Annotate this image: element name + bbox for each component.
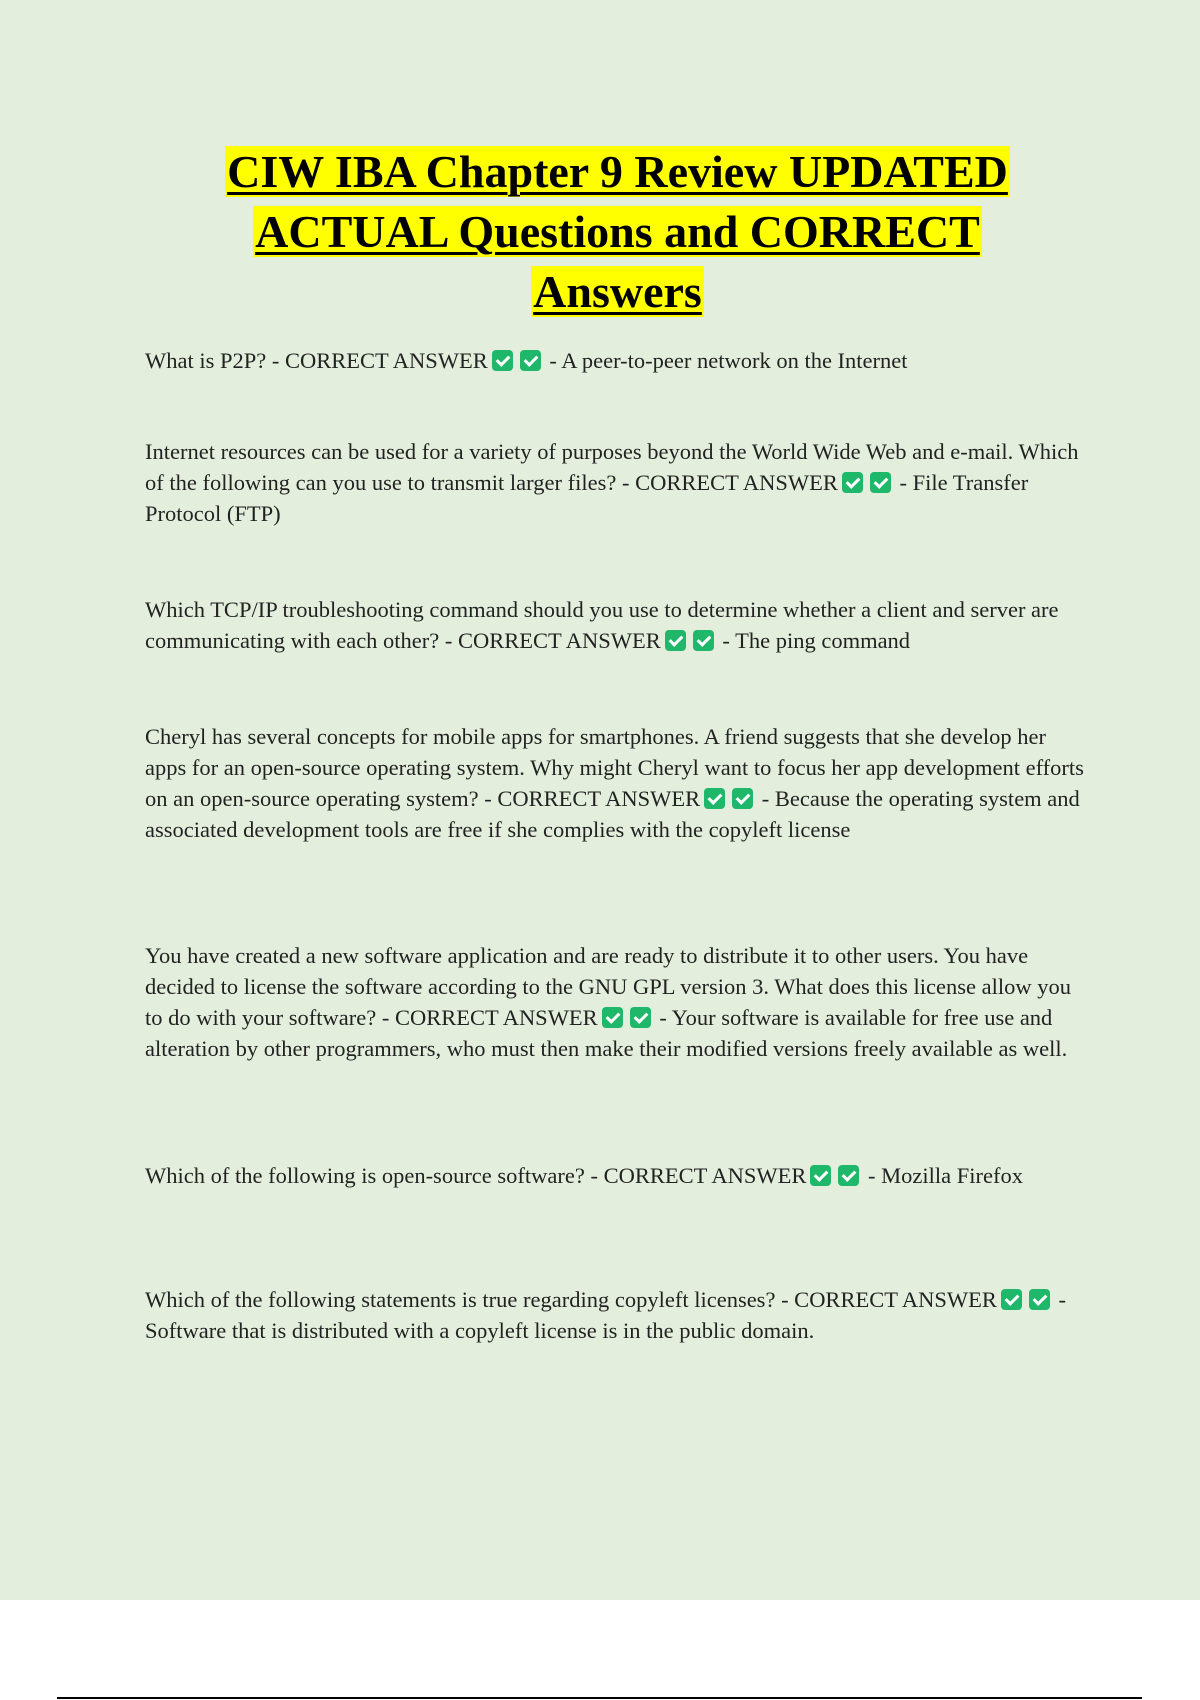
- title-line-2: ACTUAL Questions and CORRECT: [255, 206, 980, 257]
- green-check-icon: [838, 1165, 859, 1186]
- green-check-icon: [870, 472, 891, 493]
- green-check-icon: [520, 350, 541, 371]
- green-check-icon: [704, 788, 725, 809]
- green-check-icon: [1001, 1289, 1022, 1310]
- green-check-icon: [630, 1007, 651, 1028]
- qa-item-6: [145, 1160, 1085, 1191]
- question-text: Which TCP/IP troubleshooting command should you use to determine whether a client and server are communicating with each other?: [145, 597, 1059, 653]
- answer-marker: - CORRECT ANSWER: [781, 1287, 997, 1312]
- answer-marker: - CORRECT ANSWER: [484, 786, 701, 811]
- qa-item-1: [145, 345, 1085, 376]
- qa-item-3: [145, 594, 1085, 656]
- question-text: What is P2P?: [145, 348, 267, 373]
- answer-text: - File Transfer Protocol (FTP): [145, 470, 1029, 526]
- answer-marker: - CORRECT ANSWER: [271, 348, 488, 373]
- answer-marker: - CORRECT ANSWER: [621, 470, 838, 495]
- qa-item-5: [145, 940, 1085, 1064]
- answer-marker: - CORRECT ANSWER: [381, 1005, 598, 1030]
- green-check-icon: [1029, 1289, 1050, 1310]
- qa-item-7: [145, 1284, 1085, 1346]
- green-check-icon: [842, 472, 863, 493]
- question-text: Cheryl has several concepts for mobile apps for smartphones. A friend suggests that she develop her apps for an open-source operating system. Why might Cheryl want to focus her app development efforts on an open-source operating system?: [145, 724, 1084, 811]
- green-check-icon: [492, 350, 513, 371]
- title-line-1: CIW IBA Chapter 9 Review UPDATED: [227, 146, 1008, 197]
- title-line-3: Answers: [533, 266, 702, 317]
- question-text: Which of the following statements is true regarding copyleft licenses?: [145, 1287, 776, 1312]
- question-text: You have created a new software application and are ready to distribute it to other users. You have decided to license the software according to the GNU GPL version 3. What does this license allow you to do with your software?: [145, 943, 1072, 1030]
- answer-marker: - CORRECT ANSWER: [444, 628, 661, 653]
- answer-text: - Mozilla Firefox: [867, 1163, 1023, 1188]
- answer-text: - The ping command: [722, 628, 911, 653]
- green-check-icon: [665, 630, 686, 651]
- document-title: [145, 142, 1090, 322]
- qa-item-2: [145, 436, 1085, 529]
- answer-text: - A peer-to-peer network on the Internet: [549, 348, 908, 373]
- answer-text: - Software that is distributed with a copyleft license is in the public domain.: [145, 1287, 1067, 1343]
- green-check-icon: [732, 788, 753, 809]
- footer-divider: [57, 1697, 1142, 1699]
- answer-text: - Because the operating system and associated development tools are free if she complies with the copyleft license: [145, 786, 1080, 842]
- green-check-icon: [693, 630, 714, 651]
- answer-text: - Your software is available for free use and alteration by other programmers, who must then make their modified versions freely available as well.: [145, 1005, 1068, 1061]
- answer-marker: - CORRECT ANSWER: [590, 1163, 807, 1188]
- green-check-icon: [602, 1007, 623, 1028]
- question-text: Internet resources can be used for a variety of purposes beyond the World Wide Web and e-mail. Which of the following can you use to transmit larger files?: [145, 439, 1079, 495]
- question-text: Which of the following is open-source software?: [145, 1163, 585, 1188]
- qa-item-4: [145, 721, 1085, 845]
- green-check-icon: [810, 1165, 831, 1186]
